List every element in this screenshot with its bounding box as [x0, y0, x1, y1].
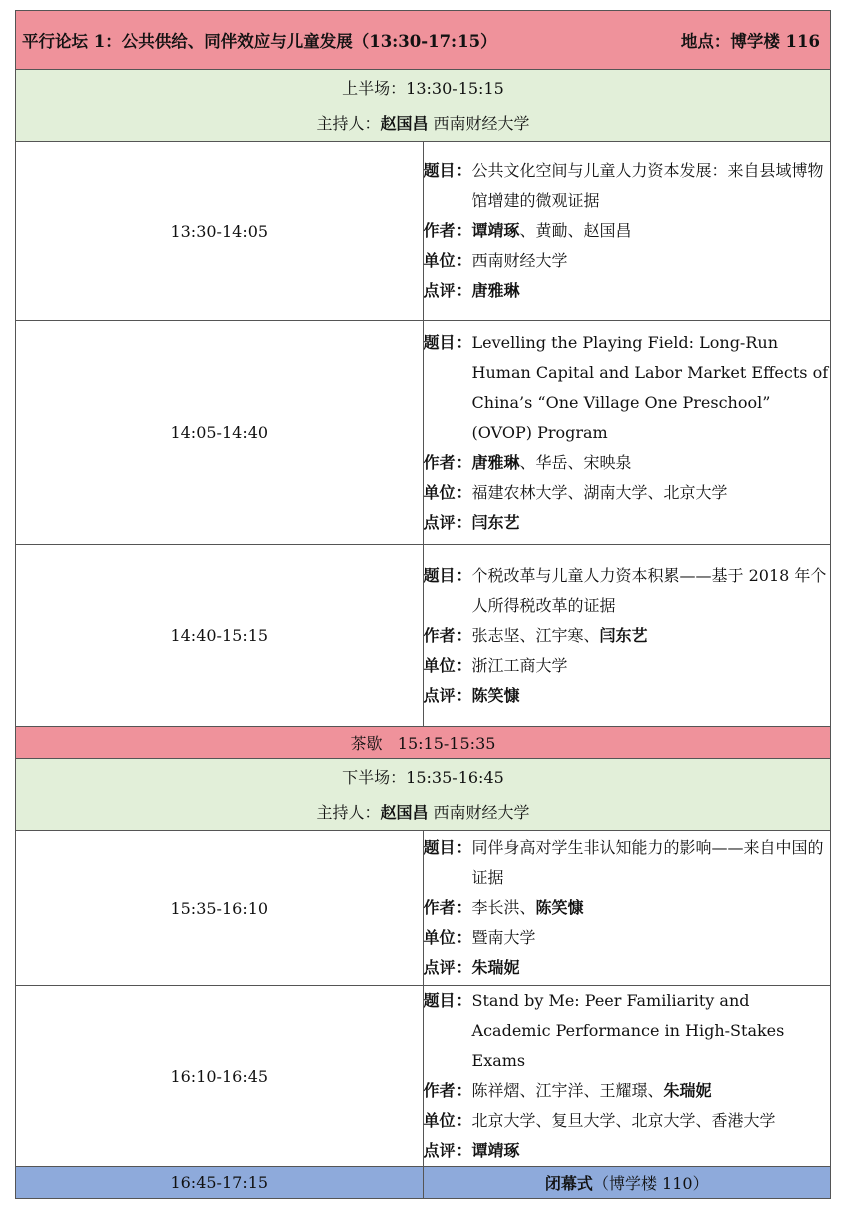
topic-label: 题目： — [423, 161, 472, 180]
paper-discussant-row — [424, 953, 831, 983]
closing-time: 16:45-17:15 — [16, 1167, 424, 1199]
forum-header-row — [16, 11, 831, 70]
paper-topic-row — [424, 986, 831, 1076]
paper-topic: 公共文化空间与儿童人力资本发展：来自县域博物馆增建的微观证据 — [471, 161, 824, 210]
session2-host-label: 主持人： — [316, 802, 381, 822]
affiliation-label: 单位： — [423, 655, 472, 675]
paper-affiliation: 福建农林大学、湖南大学、北京大学 — [471, 482, 728, 502]
paper-affiliation-row — [424, 1106, 831, 1136]
session1-host — [16, 106, 830, 141]
forum-venue: 地点：博学楼 116 — [680, 32, 820, 51]
paper-discussant: 谭靖琢 — [471, 1141, 520, 1160]
author-label: 作者： — [423, 898, 472, 917]
paper-row — [16, 321, 831, 545]
topic-label: 题目： — [423, 838, 472, 857]
closing-venue: （博学楼 110） — [592, 1174, 709, 1193]
session2-host-name: 赵国昌 — [380, 802, 429, 822]
paper-topic-row — [424, 833, 831, 893]
coauthors: 李长洪、 — [471, 898, 536, 917]
paper-time: 16:10-16:45 — [16, 986, 424, 1167]
paper-affiliation-row — [424, 246, 831, 276]
coauthors: 、黄勔、赵国昌 — [519, 221, 632, 240]
session2-host-affiliation: 西南财经大学 — [428, 802, 530, 822]
paper-authors — [472, 216, 830, 246]
session1-cell — [16, 70, 831, 142]
paper-authors — [472, 893, 830, 923]
paper-info — [423, 986, 831, 1167]
author-label: 作者： — [423, 452, 472, 472]
session1-host-name: 赵国昌 — [380, 113, 429, 133]
paper-discussant: 闫东艺 — [471, 512, 520, 532]
presenter-name: 闫东艺 — [599, 625, 648, 645]
session1-host-label: 主持人： — [316, 113, 381, 133]
paper-time: 14:40-15:15 — [16, 545, 424, 727]
presenter-name: 唐雅琳 — [471, 452, 520, 472]
paper-author-row — [424, 216, 831, 246]
paper-topic: Levelling the Playing Field: Long-Run Human Capital and Labor Market Effects of China’s “One Village One Preschool” (OVOP) Program — [471, 332, 829, 442]
session2-row — [16, 759, 831, 831]
paper-info — [423, 545, 831, 727]
forum-header — [16, 11, 831, 70]
affiliation-label: 单位： — [423, 251, 472, 270]
paper-topic-row — [424, 328, 831, 448]
forum-title: 平行论坛 1：公共供给、同伴效应与儿童发展（13:30-17:15） — [22, 32, 497, 51]
discussant-label: 点评： — [423, 958, 472, 977]
affiliation-label: 单位： — [423, 1111, 472, 1130]
paper-discussant: 朱瑞妮 — [471, 958, 520, 977]
session2-name: 下半场：15:35-16:45 — [342, 767, 504, 787]
affiliation-label: 单位： — [423, 928, 472, 947]
discussant-label: 点评： — [423, 685, 472, 705]
paper-affiliation: 北京大学、复旦大学、北京大学、香港大学 — [471, 1111, 776, 1130]
topic-label: 题目： — [423, 565, 472, 585]
coauthors: 陈祥熠、江宇洋、王耀璟、 — [471, 1081, 664, 1100]
paper-author-row — [424, 621, 831, 651]
topic-label: 题目： — [423, 332, 472, 352]
discussant-label: 点评： — [423, 512, 472, 532]
session2-host — [16, 795, 830, 830]
paper-affiliation: 暨南大学 — [471, 928, 536, 947]
paper-discussant-row — [424, 276, 831, 306]
paper-topic-row — [424, 156, 831, 216]
tea-break: 茶歇 15:15-15:35 — [16, 727, 831, 759]
discussant-label: 点评： — [423, 1141, 472, 1160]
closing-row — [16, 1167, 831, 1199]
paper-time: 13:30-14:05 — [16, 142, 424, 321]
paper-topic: Stand by Me: Peer Familiarity and Academic Performance in High-Stakes Exams — [471, 991, 785, 1070]
tea-break-row — [16, 727, 831, 759]
paper-discussant: 唐雅琳 — [471, 281, 520, 300]
paper-author-row — [424, 893, 831, 923]
paper-row — [16, 831, 831, 986]
presenter-name: 陈笑慷 — [535, 898, 584, 917]
session2-cell — [16, 759, 831, 831]
paper-author-row — [424, 1076, 831, 1106]
closing-ceremony — [423, 1167, 831, 1199]
topic-label: 题目： — [423, 991, 472, 1010]
paper-info — [423, 831, 831, 986]
paper-authors — [472, 448, 830, 478]
paper-topic-row — [424, 561, 831, 621]
paper-author-row — [424, 448, 831, 478]
paper-topic: 同伴身高对学生非认知能力的影响——来自中国的证据 — [471, 838, 824, 887]
coauthors: 、华岳、宋映泉 — [519, 452, 632, 472]
paper-topic: 个税改革与儿童人力资本积累——基于 2018 年个人所得税改革的证据 — [471, 565, 827, 615]
paper-row — [16, 142, 831, 321]
presenter-name: 谭靖琢 — [471, 221, 520, 240]
paper-affiliation: 西南财经大学 — [471, 251, 568, 270]
paper-discussant: 陈笑慷 — [471, 685, 520, 705]
session1-name: 上半场：13:30-15:15 — [342, 78, 504, 98]
paper-discussant-row — [424, 1136, 831, 1166]
paper-discussant-row — [424, 681, 831, 711]
paper-row — [16, 986, 831, 1167]
discussant-label: 点评： — [423, 281, 472, 300]
paper-affiliation: 浙江工商大学 — [471, 655, 568, 675]
author-label: 作者： — [423, 221, 472, 240]
paper-time: 14:05-14:40 — [16, 321, 424, 545]
paper-info — [423, 142, 831, 321]
forum-schedule-table — [15, 10, 831, 1199]
paper-time: 15:35-16:10 — [16, 831, 424, 986]
affiliation-label: 单位： — [423, 482, 472, 502]
paper-affiliation-row — [424, 651, 831, 681]
author-label: 作者： — [423, 625, 472, 645]
coauthors: 张志坚、江宇寒、 — [471, 625, 600, 645]
author-label: 作者： — [423, 1081, 472, 1100]
paper-discussant-row — [424, 508, 831, 538]
session1-row — [16, 70, 831, 142]
session1-host-affiliation: 西南财经大学 — [428, 113, 530, 133]
paper-row — [16, 545, 831, 727]
paper-affiliation-row — [424, 923, 831, 953]
paper-authors — [472, 1076, 830, 1106]
presenter-name: 朱瑞妮 — [663, 1081, 712, 1100]
paper-affiliation-row — [424, 478, 831, 508]
paper-authors — [472, 621, 830, 651]
closing-name: 闭幕式 — [544, 1174, 593, 1193]
paper-info — [423, 321, 831, 545]
